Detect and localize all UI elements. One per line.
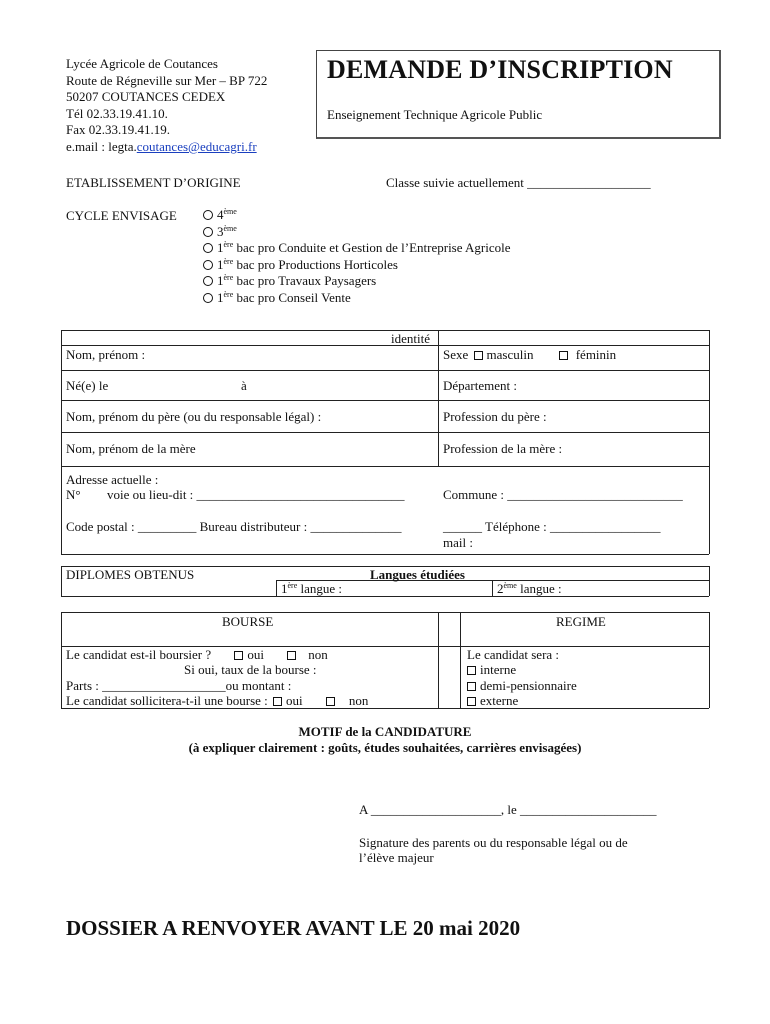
parts-field[interactable]: Parts : ___________________ou montant : [66, 678, 292, 693]
profession-mere-field[interactable]: Profession de la mère : [443, 441, 563, 456]
sollicitera-question: Le candidat sollicitera-t-il une bourse : oui non [66, 693, 369, 708]
date-naissance-field[interactable]: Né(e) le [66, 378, 109, 393]
checkbox-boursier-oui[interactable] [234, 651, 243, 660]
telephone-field[interactable]: ______ Téléphone : _________________ [443, 519, 661, 534]
regime-header: REGIME [556, 614, 606, 629]
checkbox-masculin[interactable] [474, 351, 483, 360]
radio-icon[interactable] [203, 260, 213, 270]
signature-line1: Signature des parents ou du responsable légal ou de [359, 835, 628, 850]
signature-line2: l’élève majeur [359, 850, 434, 865]
school-fax: Fax 02.33.19.41.19. [66, 122, 170, 138]
cycle-option[interactable]: 1ère bac pro Travaux Paysagers [203, 273, 511, 290]
commune-field[interactable]: Commune : ___________________________ [443, 487, 683, 502]
identity-header: identité [391, 331, 430, 346]
pere-field[interactable]: Nom, prénom du père (ou du responsable légal) : [66, 409, 322, 424]
cycle-option[interactable]: 1ère bac pro Productions Horticoles [203, 257, 511, 274]
page-title: DEMANDE D’INSCRIPTION [327, 55, 673, 84]
regime-option-interne[interactable]: interne [467, 662, 516, 678]
lieu-naissance-field[interactable]: à [241, 378, 247, 393]
title-box [316, 50, 721, 139]
cycle-option[interactable]: 3ème [203, 224, 511, 241]
school-address [66, 56, 267, 156]
school-email [66, 139, 267, 156]
sexe-field: Sexe masculin féminin [443, 347, 617, 362]
cycle-options [203, 207, 511, 307]
mere-field[interactable]: Nom, prénom de la mère [66, 441, 196, 456]
regime-option-externe[interactable]: externe [467, 693, 518, 709]
cycle-envisage-label: CYCLE ENVISAGE [66, 208, 177, 223]
candidat-sera-label: Le candidat sera : [467, 647, 560, 662]
cycle-option[interactable]: 4ème [203, 207, 511, 224]
cycle-option[interactable]: 1ère bac pro Conseil Vente [203, 290, 511, 307]
school-city: 50207 COUTANCES CEDEX [66, 89, 226, 105]
regime-option-demi-pensionnaire[interactable]: demi-pensionnaire [467, 678, 577, 694]
numero-field[interactable]: N° [66, 487, 81, 502]
school-name: Lycée Agricole de Coutances [66, 56, 218, 71]
nom-prenom-field[interactable]: Nom, prénom : [66, 347, 146, 362]
adresse-label: Adresse actuelle : [66, 472, 159, 487]
school-street: Route de Régneville sur Mer – BP 722 [66, 72, 268, 88]
radio-icon[interactable] [203, 276, 213, 286]
langues-header: Langues étudiées [370, 567, 465, 582]
motif-subtitle: (à expliquer clairement : goûts, études souhaitées, carrières envisagées) [188, 740, 582, 755]
etablissement-origine-label: ETABLISSEMENT D’ORIGINE [66, 175, 241, 190]
radio-icon[interactable] [203, 293, 213, 303]
boursier-question: Le candidat est-il boursier ? oui non [66, 647, 328, 662]
mail-field[interactable]: mail : [443, 535, 473, 550]
profession-pere-field[interactable]: Profession du père : [443, 409, 547, 424]
checkbox-externe[interactable] [467, 697, 476, 706]
checkbox-interne[interactable] [467, 666, 476, 675]
departement-field[interactable]: Département : [443, 378, 517, 393]
cycle-option[interactable]: 1ère bac pro Conduite et Gestion de l’Entreprise Agricole [203, 240, 511, 257]
deadline-notice: DOSSIER A RENVOYER AVANT LE 20 mai 2020 [66, 916, 521, 940]
school-tel: Tél 02.33.19.41.10. [66, 105, 168, 121]
lieu-date-field[interactable]: A ____________________, le _____________________ [359, 802, 657, 817]
diplomes-label: DIPLOMES OBTENUS [66, 567, 195, 582]
email-prefix: e.mail : legta. [66, 138, 137, 154]
radio-icon[interactable] [203, 243, 213, 253]
checkbox-feminin[interactable] [559, 351, 568, 360]
radio-icon[interactable] [203, 227, 213, 237]
email-link[interactable]: coutances@educagri.fr [136, 138, 257, 154]
radio-icon[interactable] [203, 210, 213, 220]
checkbox-sollicite-oui[interactable] [273, 697, 282, 706]
taux-bourse-field[interactable]: Si oui, taux de la bourse : [184, 662, 317, 677]
checkbox-demi-pensionnaire[interactable] [467, 682, 476, 691]
checkbox-boursier-non[interactable] [287, 651, 296, 660]
motif-title: MOTIF de la CANDIDATURE [298, 724, 472, 739]
langue1-field[interactable]: 1ère langue : [281, 581, 343, 596]
classe-suivie-field[interactable]: Classe suivie actuellement ___________________ [386, 175, 651, 190]
feminin-label: féminin [575, 347, 617, 362]
page-subtitle: Enseignement Technique Agricole Public [327, 107, 543, 122]
bourse-header: BOURSE [222, 614, 274, 629]
langue2-field[interactable]: 2ème langue : [497, 581, 562, 596]
code-postal-field[interactable]: Code postal : _________ Bureau distributeur : ______________ [66, 519, 402, 534]
voie-field[interactable]: voie ou lieu-dit : ________________________________ [107, 487, 405, 502]
masculin-label: masculin [486, 347, 534, 362]
checkbox-sollicite-non[interactable] [326, 697, 335, 706]
